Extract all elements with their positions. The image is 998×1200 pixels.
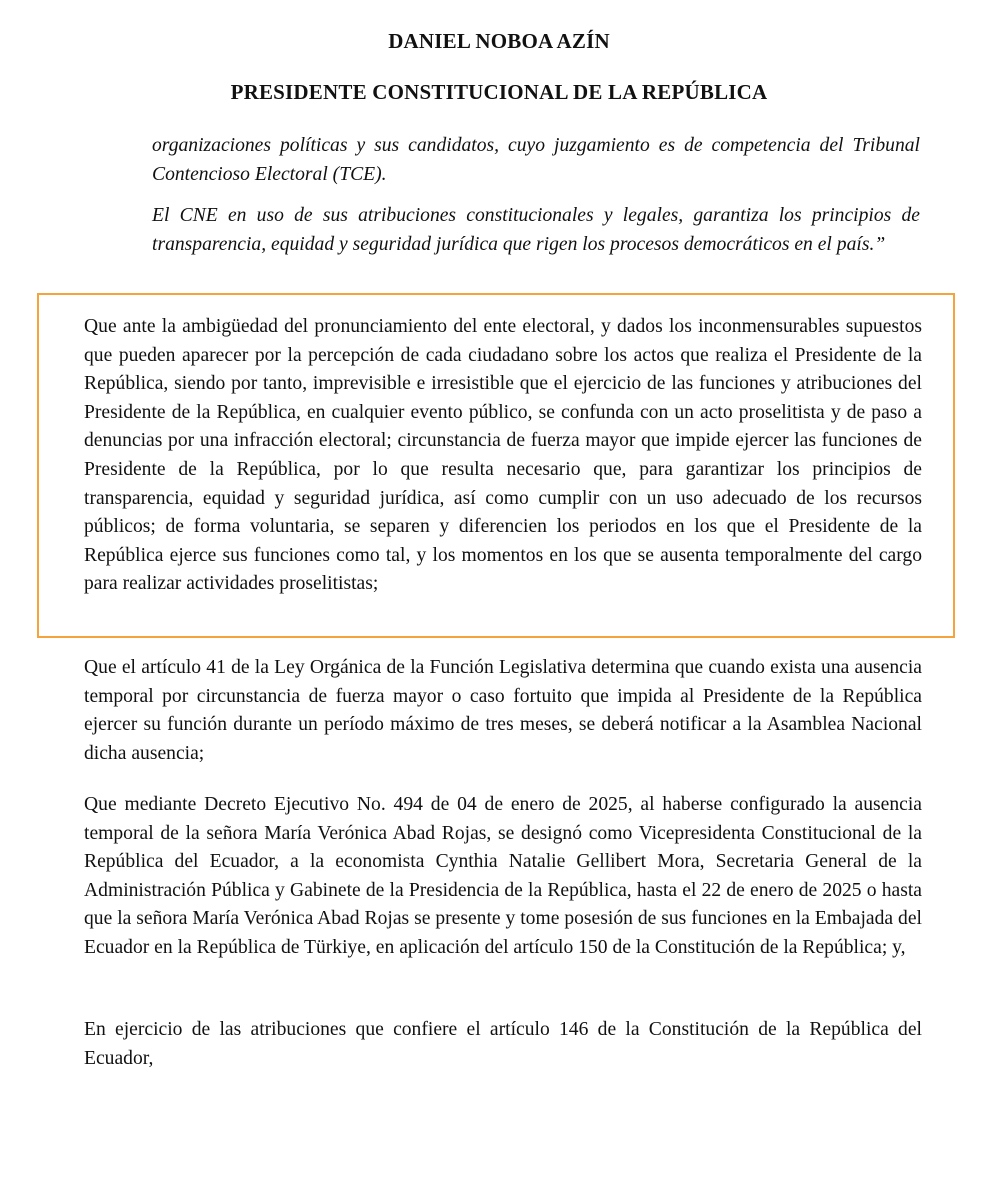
highlighted-paragraph-force-majeure: Que ante la ambigüedad del pronunciamiento del ente electoral, y dados los inconmensurables supuestos que pueden aparecer por la percepción de cada ciudadano sobre los actos que realiza el Presidente de la República, siendo por tanto, imprevisible e irresistible que el ejercicio de las funciones y atribuciones del Presidente de la República, en cualquier evento público, se confunda con un acto proselitista y de paso a denuncias por una infracción electoral; circunstancia de fuerza mayor que impide ejercer las funciones de Presidente de la República, por lo que resulta necesario que, para garantizar los principios de transparencia, equidad y seguridad jurídica, así como cumplir con un uso adecuado de los recursos públicos; de forma voluntaria, se separen y diferencien los periodos en los que el Presidente de la República ejerce sus funciones como tal, y los momentos en los que se ausenta temporalmente del cargo para realizar actividades proselitistas; xyxy=(84,316,922,595)
president-name-heading: DANIEL NOBOA AZÍN xyxy=(388,29,610,53)
president-title-heading: PRESIDENTE CONSTITUCIONAL DE LA REPÚBLICA xyxy=(230,80,768,104)
paragraph-article-41: Que el artículo 41 de la Ley Orgánica de la Función Legislativa determina que cuando exista una ausencia temporal por circunstancia de fuerza mayor o caso fortuito que impida al Presidente de la República ejercer su función durante un período máximo de tres meses, se deberá notificar a la Asamblea Nacional dicha ausencia; xyxy=(84,657,922,764)
paragraph-article-146: En ejercicio de las atribuciones que confiere el artículo 146 de la Constitución de la República del Ecuador, xyxy=(84,1019,922,1069)
quote-paragraph-cne: El CNE en uso de sus atribuciones constitucionales y legales, garantiza los principios de transparencia, equidad y seguridad jurídica que rigen los procesos democráticos en el país.” xyxy=(152,205,920,255)
quote-paragraph-tce: organizaciones políticas y sus candidatos, cuyo juzgamiento es de competencia del Tribunal Contencioso Electoral (TCE). xyxy=(152,135,920,185)
paragraph-decree-494: Que mediante Decreto Ejecutivo No. 494 de 04 de enero de 2025, al haberse configurado la ausencia temporal de la señora María Verónica Abad Rojas, se designó como Vicepresidenta Constitucional de la República del Ecuador, a la economista Cynthia Natalie Gellibert Mora, Secretaria General de la Administración Pública y Gabinete de la Presidencia de la República, hasta el 22 de enero de 2025 o hasta que la señora María Verónica Abad Rojas se presente y tome posesión de sus funciones en la Embajada del Ecuador en la República de Türkiye, en aplicación del artículo 150 de la Constitución de la República; y, xyxy=(84,794,922,958)
